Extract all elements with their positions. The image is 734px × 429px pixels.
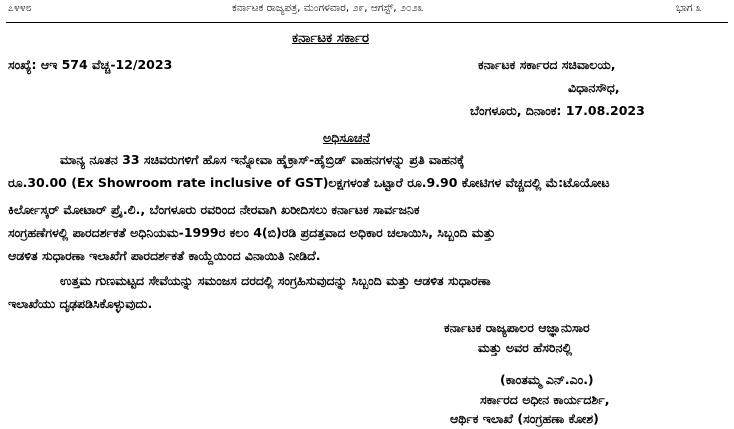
body-line-2: ರೂ.30.00 (Ex Showroom rate inclusive of GST)ಲಕ್ಷಗಳಂತೆ ಒಟ್ಟಾರೆ ರೂ.9.90 ಕೋಟಿಗಳ ವೆಚ್ಚದಲ್ಲಿ ಮೆ:ಟೊಯೋಟ xyxy=(8,175,610,190)
body-line-4: ಸಂಗ್ರಹಣೆಗಳಲ್ಲಿ ಪಾರದರ್ಶಕತೆ ಅಧಿನಿಯಮ-1999ರ ಕಲಂ 4(ಬಿ)ರಡಿ ಪ್ರದತ್ತವಾದ ಅಧಿಕಾರ ಚಲಾಯಿಸಿ, ಸಿಬ್ಬಂದಿ ಮತ್ತು xyxy=(8,225,496,240)
notification-heading: ಅಧಿಸೂಚನೆ xyxy=(323,130,370,145)
page-number: ೭೪೪೮ xyxy=(8,2,32,14)
signatory-name: (ಕಾಂತಮ್ಮ ಎನ್.ಎಂ.) xyxy=(500,372,594,387)
body-line-7: ಇಲಾಖೆಯು ದೃಢಪಡಿಸಿಕೊಳ್ಳುವುದು. xyxy=(8,296,153,311)
document-title: ಕರ್ನಾಟಕ ಸರ್ಕಾರ xyxy=(292,30,370,46)
signatory-department: ಆರ್ಥಿಕ ಇಲಾಖೆ (ಸಂಗ್ರಹಣಾ ಕೋಶ) xyxy=(450,411,599,426)
body-line-3: ಕಿರ್ಲೋಸ್ಕರ್ ಮೋಟಾರ್ ಪ್ರೈ.ಲಿ., ಬೆಂಗಳೂರು ರವರಿಂದ ನೇರವಾಗಿ ಖರೀದಿಸಲು ಕರ್ನಾಟಕ ಸಾರ್ವಜನಿಕ xyxy=(8,202,420,217)
address-line-1: ಕರ್ನಾಟಕ ಸರ್ಕಾರದ ಸಚಿವಾಲಯ, xyxy=(478,57,616,72)
header-divider xyxy=(6,22,728,23)
reference-number: ಸಂಖ್ಯೆ: ಆಇ 574 ವೆಚ್ಚ-12/2023 xyxy=(8,57,173,72)
body-line-6: ಉತ್ತಮ ಗುಣಮಟ್ಟದ ಸೇವೆಯನ್ನು ಸಮಂಜಸ ದರದಲ್ಲಿ ಸಂಗ್ರಹಿಸುವುದನ್ನು ಸಿಬ್ಬಂದಿ ಮತ್ತು ಆಡಳಿತ ಸುಧಾರಣಾ xyxy=(60,273,491,288)
gazette-part: ಭಾಗ ೩ xyxy=(676,2,702,14)
signature-authority-line-1: ಕರ್ನಾಟಕ ರಾಜ್ಯಪಾಲರ ಆಜ್ಞಾನುಸಾರ xyxy=(444,320,590,335)
signatory-designation: ಸರ್ಕಾರದ ಅಧೀನ ಕಾರ್ಯದರ್ಶಿ, xyxy=(480,392,610,407)
gazette-header-title: ಕರ್ನಾಟಕ ರಾಜ್ಯಪತ್ರ, ಮಂಗಳವಾರ, ೨೯, ಆಗಸ್ಟ್, ೨೦೨೩ xyxy=(232,2,424,14)
address-line-2: ವಿಧಾನಸೌಧ, xyxy=(568,80,620,95)
body-line-1: ಮಾನ್ಯ ನೂತನ 33 ಸಚಿವರುಗಳಿಗೆ ಹೊಸ ಇನ್ನೋವಾ ಹೈಕ್ರಾಸ್-ಹೈಬ್ರಿಡ್ ವಾಹನಗಳನ್ನು ಪ್ರತಿ ವಾಹನಕ್ಕೆ xyxy=(60,152,465,167)
signature-authority-line-2: ಮತ್ತು ಅವರ ಹೆಸರಿನಲ್ಲಿ xyxy=(478,340,572,355)
body-line-5: ಆಡಳಿತ ಸುಧಾರಣಾ ಇಲಾಖೆಗೆ ಪಾರದರ್ಶಕತೆ ಕಾಯ್ದೆಯಿಂದ ವಿನಾಯಿತಿ ನೀಡಿದೆ. xyxy=(8,248,321,263)
address-date-line: ಬೆಂಗಳೂರು, ದಿನಾಂಕ: 17.08.2023 xyxy=(470,103,645,118)
